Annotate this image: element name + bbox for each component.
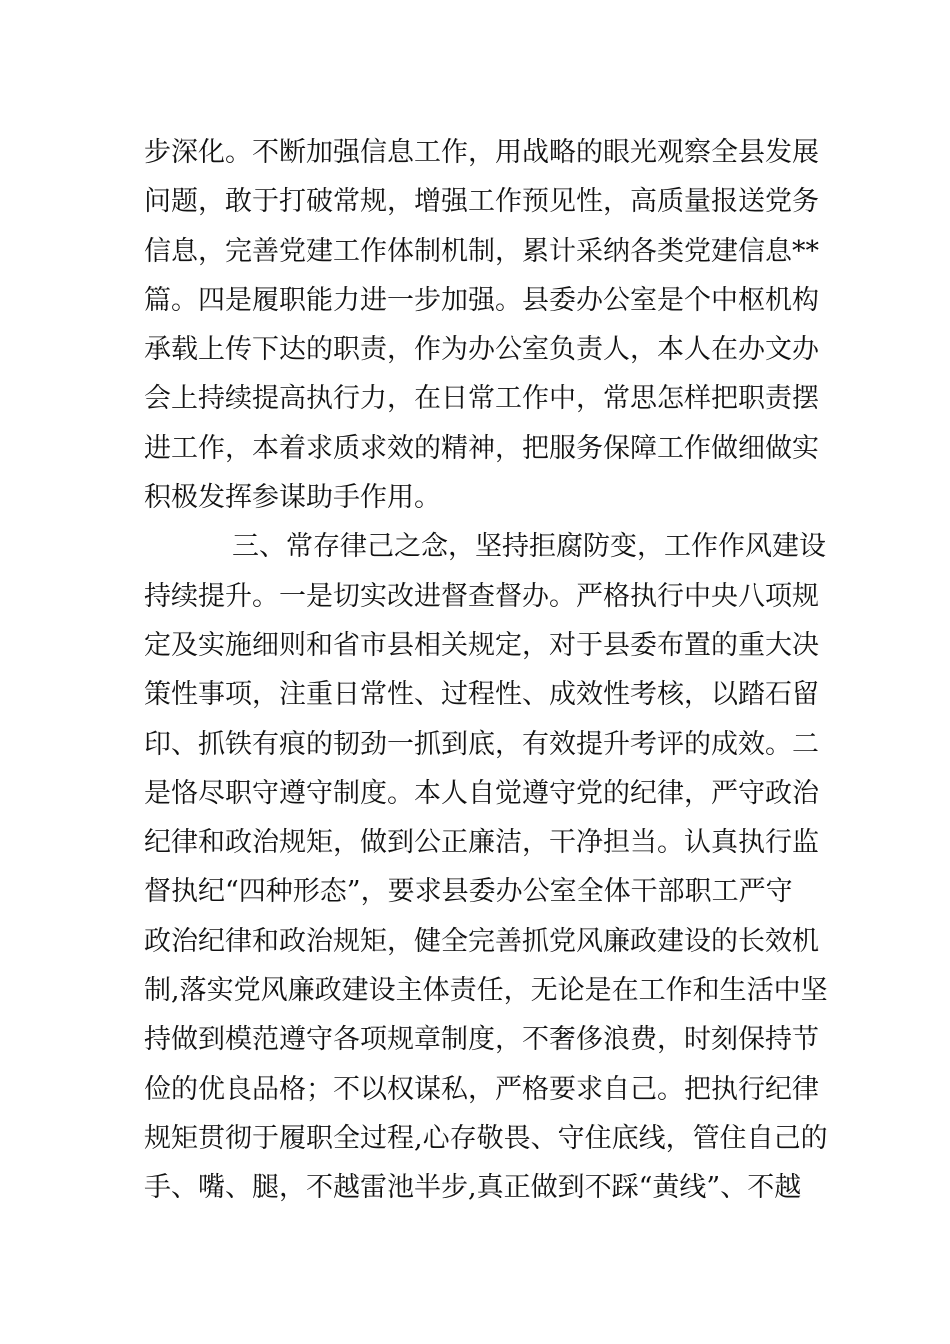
text-line: 制,落实党风廉政建设主体责任，无论是在工作和生活中坚	[144, 975, 828, 1007]
text-line: 是恪尽职守遵守制度。本人自觉遵守党的纪律，严守政治	[144, 777, 819, 809]
text-line: 策性事项，注重日常性、过程性、成效性考核，以踏石留	[144, 679, 819, 711]
text-line: 篇。四是履职能力进一步加强。县委办公室是个中枢机构	[144, 284, 819, 316]
text-line: 政治纪律和政治规矩，健全完善抓党风廉政建设的长效机	[144, 925, 819, 957]
text-line: 持续提升。一是切实改进督查督办。严格执行中央八项规	[144, 580, 819, 612]
text-line: 手、嘴、腿，不越雷池半步,真正做到不踩“黄线”、不越	[144, 1172, 802, 1204]
text-line: 问题，敢于打破常规，增强工作预见性，高质量报送党务	[144, 186, 819, 218]
text-line: 定及实施细则和省市县相关规定，对于县委布置的重大决	[144, 629, 819, 661]
text-line: 持做到模范遵守各项规章制度，不奢侈浪费，时刻保持节	[144, 1024, 819, 1056]
text-line: 印、抓铁有痕的韧劲一抓到底，有效提升考评的成效。二	[144, 728, 819, 760]
text-line: 积极发挥参谋助手作用。	[144, 482, 441, 514]
text-line: 会上持续提高执行力，在日常工作中，常思怎样把职责摆	[144, 383, 819, 415]
text-line: 督执纪“四种形态”，要求县委办公室全体干部职工严守	[144, 876, 793, 908]
text-line: 信息，完善党建工作体制机制，累计采纳各类党建信息**	[144, 235, 819, 267]
text-line: 规矩贯彻于履职全过程,心存敬畏、守住底线，管住自己的	[144, 1122, 828, 1154]
text-line: 步深化。不断加强信息工作，用战略的眼光观察全县发展	[144, 137, 819, 168]
text-line: 纪律和政治规矩，做到公正廉洁，干净担当。认真执行监	[144, 827, 819, 859]
text-line: 承载上传下达的职责，作为办公室负责人，本人在办文办	[144, 334, 819, 366]
text-line: 俭的优良品格；不以权谋私，严格要求自己。把执行纪律	[144, 1073, 819, 1105]
document-body	[144, 128, 828, 1213]
section-heading-line: 三、常存律己之念，坚持拒腐防变，工作作风建设	[232, 531, 826, 563]
text-line: 进工作，本着求质求效的精神，把服务保障工作做细做实	[144, 432, 819, 464]
